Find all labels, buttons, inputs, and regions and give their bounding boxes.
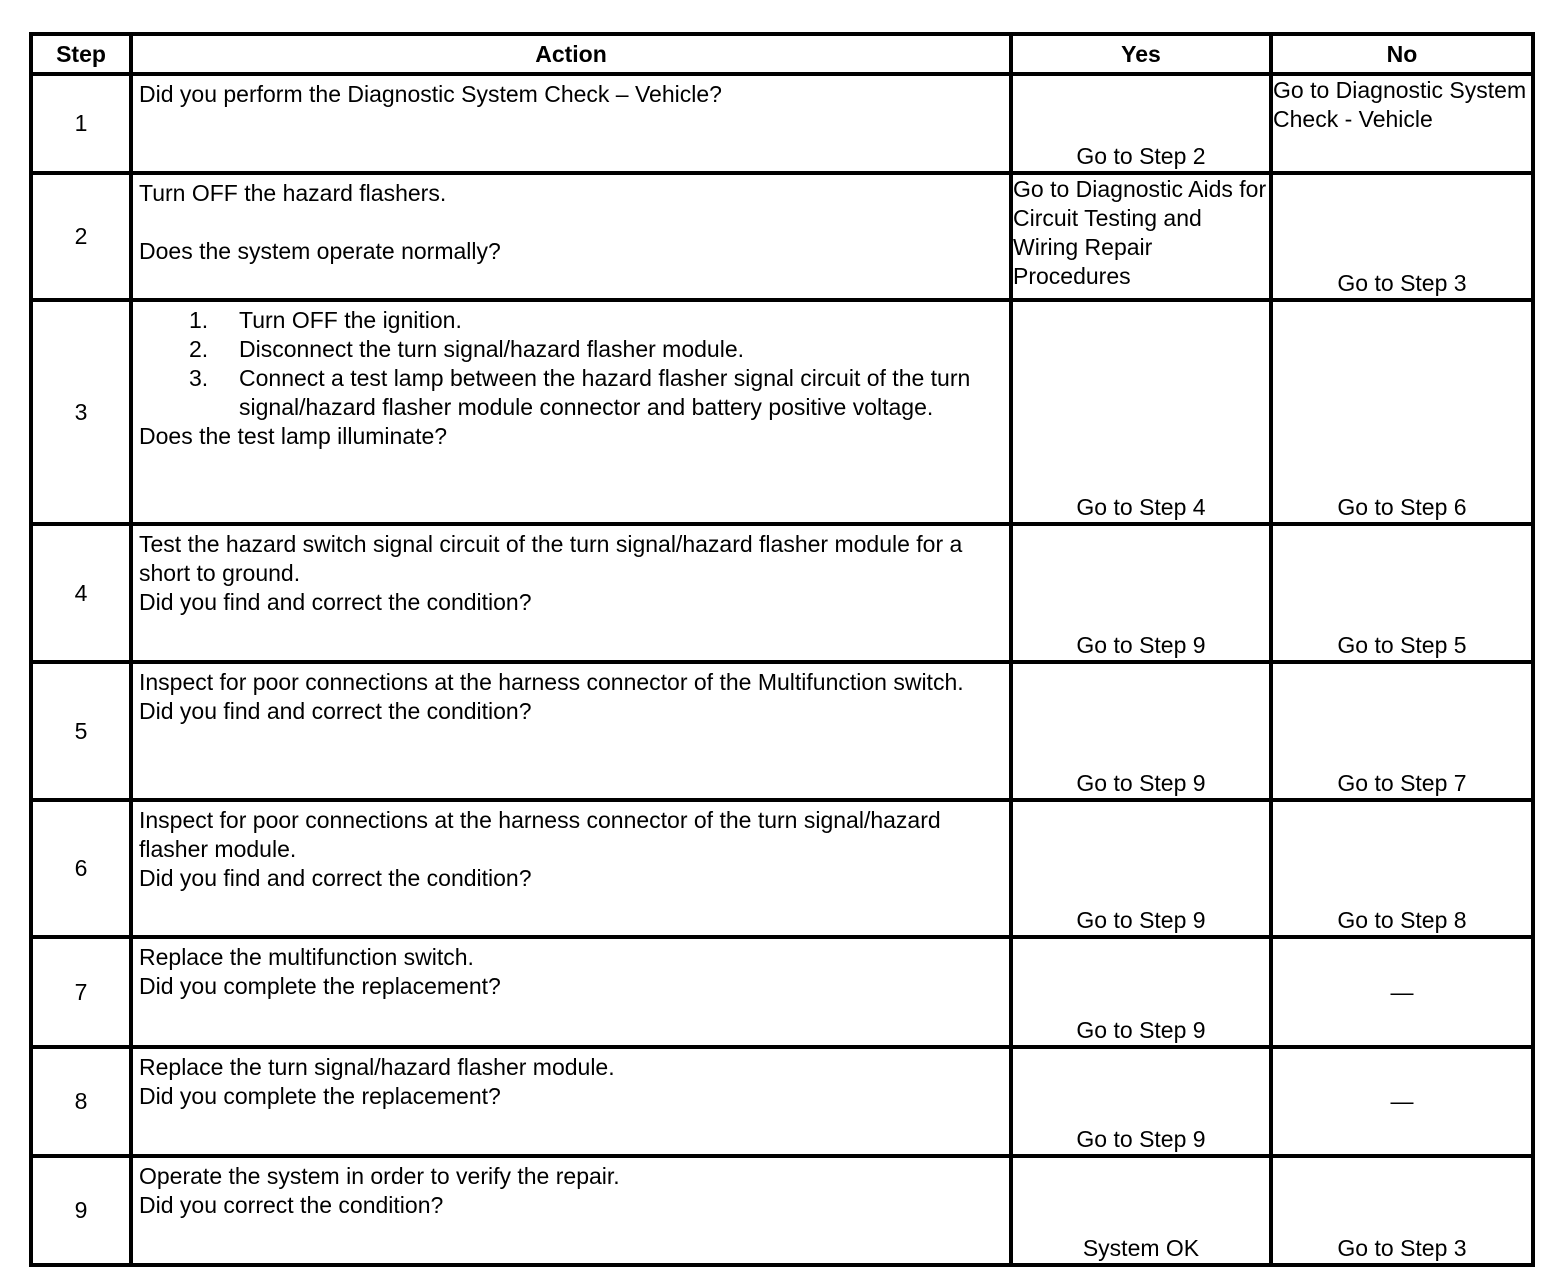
yes-cell: Go to Step 2 (1011, 74, 1271, 173)
action-question: Did you complete the replacement? (139, 973, 501, 999)
action-cell (131, 1156, 1011, 1265)
header-step: Step (31, 34, 131, 74)
no-cell: Go to Diagnostic System Check - Vehicle (1271, 74, 1533, 173)
action-cell (131, 937, 1011, 1047)
step-number: 7 (31, 937, 131, 1047)
list-item: 1. Turn OFF the ignition. (189, 307, 462, 333)
action-cell (131, 1047, 1011, 1156)
list-item: 3. Connect a test lamp between the hazard flasher signal circuit of the turn signal/hazard flasher module connector and battery positive voltage. (189, 365, 971, 420)
step-number: 6 (31, 800, 131, 937)
no-cell: — (1271, 1047, 1533, 1156)
table-row (31, 1156, 1533, 1265)
diagnostic-table (29, 32, 1535, 1267)
step-number: 2 (31, 173, 131, 300)
action-question: Does the test lamp illuminate? (139, 423, 448, 449)
yes-cell: Go to Step 4 (1011, 300, 1271, 524)
table-row (31, 1047, 1533, 1156)
action-text: Turn OFF the hazard flashers. (139, 180, 447, 206)
action-text: Inspect for poor connections at the harness connector of the Multifunction switch. (139, 669, 964, 695)
table-row (31, 300, 1533, 524)
no-cell: Go to Step 8 (1271, 800, 1533, 937)
table-row (31, 74, 1533, 173)
action-question: Did you find and correct the condition? (139, 589, 532, 615)
header-row (31, 34, 1533, 74)
list-item: 2. Disconnect the turn signal/hazard flasher module. (189, 336, 745, 362)
yes-cell: Go to Step 9 (1011, 800, 1271, 937)
no-cell: Go to Step 7 (1271, 662, 1533, 800)
yes-cell: Go to Step 9 (1011, 662, 1271, 800)
no-cell: — (1271, 937, 1533, 1047)
step-number: 5 (31, 662, 131, 800)
action-cell (131, 300, 1011, 524)
yes-cell: Go to Step 9 (1011, 524, 1271, 662)
action-text: Operate the system in order to verify the repair. (139, 1163, 620, 1189)
action-cell (131, 524, 1011, 662)
action-text: Replace the turn signal/hazard flasher module. (139, 1054, 615, 1080)
yes-cell: Go to Step 9 (1011, 937, 1271, 1047)
step-number: 1 (31, 74, 131, 173)
action-question: Did you complete the replacement? (139, 1083, 501, 1109)
header-yes: Yes (1011, 34, 1271, 74)
action-question: Does the system operate normally? (139, 238, 501, 264)
action-question: Did you find and correct the condition? (139, 698, 532, 724)
no-cell: Go to Step 3 (1271, 1156, 1533, 1265)
step-number: 9 (31, 1156, 131, 1265)
action-text: Test the hazard switch signal circuit of the turn signal/hazard flasher module for a short to ground. (139, 531, 963, 586)
action-cell (131, 173, 1011, 300)
header-no: No (1271, 34, 1533, 74)
table-row (31, 937, 1533, 1047)
action-question: Did you find and correct the condition? (139, 865, 532, 891)
action-question: Did you correct the condition? (139, 1192, 444, 1218)
no-cell: Go to Step 5 (1271, 524, 1533, 662)
step-number: 8 (31, 1047, 131, 1156)
action-text: Replace the multifunction switch. (139, 944, 474, 970)
action-cell (131, 74, 1011, 173)
table-row (31, 524, 1533, 662)
substep-list (139, 306, 1003, 422)
yes-cell: Go to Diagnostic Aids for Circuit Testing and Wiring Repair Procedures (1011, 173, 1271, 300)
table-row (31, 800, 1533, 937)
action-text: Did you perform the Diagnostic System Check – Vehicle? (139, 81, 722, 107)
step-number: 3 (31, 300, 131, 524)
action-text: Inspect for poor connections at the harness connector of the turn signal/hazard flasher module. (139, 807, 941, 862)
table-row (31, 662, 1533, 800)
action-cell (131, 800, 1011, 937)
yes-cell: Go to Step 9 (1011, 1047, 1271, 1156)
table-row (31, 173, 1533, 300)
header-action: Action (131, 34, 1011, 74)
step-number: 4 (31, 524, 131, 662)
no-cell: Go to Step 6 (1271, 300, 1533, 524)
no-cell: Go to Step 3 (1271, 173, 1533, 300)
yes-cell: System OK (1011, 1156, 1271, 1265)
action-cell (131, 662, 1011, 800)
